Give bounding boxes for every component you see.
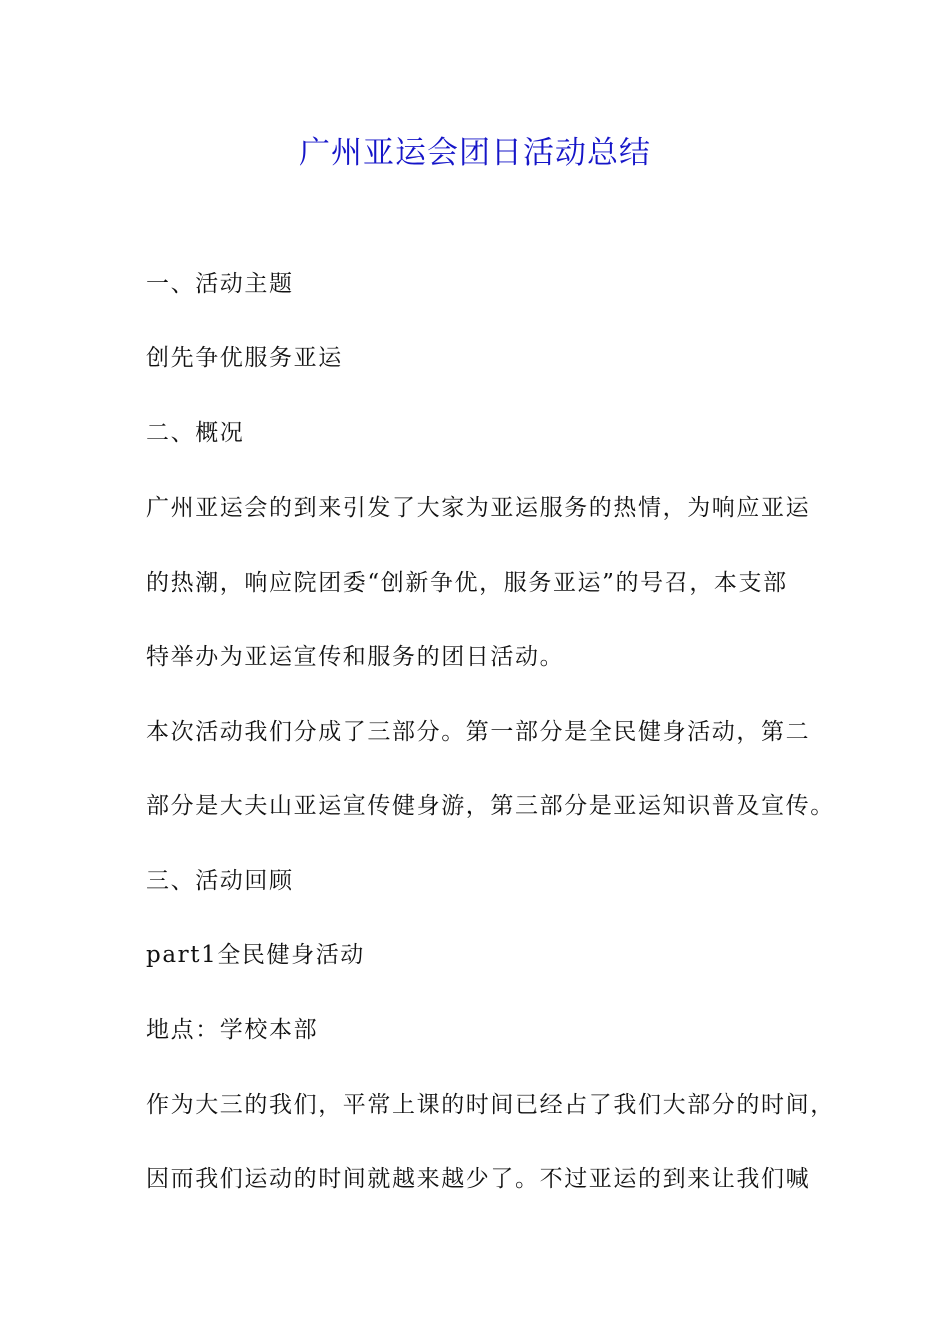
paragraph-line: 作为大三的我们，平常上课的时间已经占了我们大部分的时间，	[146, 1092, 835, 1118]
paragraph-theme: 创先争优服务亚运	[146, 345, 343, 371]
section-heading-review: 三、活动回顾	[146, 868, 294, 894]
paragraph-line: 本次活动我们分成了三部分。第一部分是全民健身活动，第二	[146, 719, 811, 745]
subheading-part1: part1全民健身活动	[146, 942, 365, 968]
paragraph-line: 特举办为亚运宣传和服务的团日活动。	[146, 644, 565, 670]
paragraph-line: 因而我们运动的时间就越来越少了。不过亚运的到来让我们喊	[146, 1166, 811, 1192]
section-heading-overview: 二、概况	[146, 420, 245, 446]
paragraph-location: 地点：学校本部	[146, 1017, 319, 1043]
paragraph-line: 部分是大夫山亚运宣传健身游，第三部分是亚运知识普及宣传。	[146, 793, 835, 819]
paragraph-line: 广州亚运会的到来引发了大家为亚运服务的热情，为响应亚运	[146, 495, 811, 521]
paragraph-line: 的热潮，响应院团委“创新争优，服务亚运”的号召，本支部	[146, 570, 788, 596]
document-title: 广州亚运会团日活动总结	[299, 135, 651, 171]
section-heading-theme: 一、活动主题	[146, 271, 294, 297]
